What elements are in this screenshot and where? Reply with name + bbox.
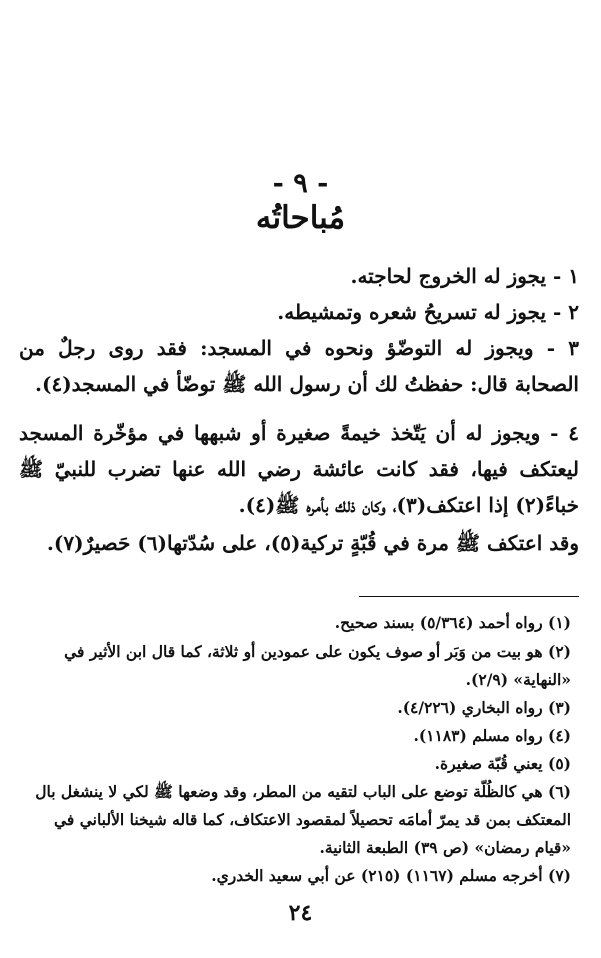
footnote-1: (١) رواه أحمد (٥/٣٦٤) بسند صحيح. <box>334 613 571 632</box>
chapter-title: مُباحاتُه <box>255 200 346 236</box>
footnote-6: (٦) هي كالظُلّة توضع على الباب لتقيه من المطر، وقد وضعها ﷺ لكي لا ينشغل بال المعتكف بمن قد يمرّ أمامَه تحصيلاً لمقصود الاعتكاف، كما قاله شيخنا الألباني في «قيام رمضان» (ص ٣٩) الطبعة الثانية. <box>35 782 571 857</box>
paragraph-5: وقد اعتكف ﷺ مرة في قُبّةٍ تركية(٥)، على سُدّتها(٦) حَصيرٌ(٧). <box>46 531 579 555</box>
footnote-4: (٤) رواه مسلم (١١٨٣). <box>413 726 571 745</box>
paragraph-2: ٢ - يجوز له تسريحُ شعره وتمشيطه. <box>277 300 579 324</box>
footnote-7: (٧) أخرجه مسلم (١١٦٧) (٢١٥) عن أبي سعيد الخدري. <box>211 866 571 885</box>
paragraph-1: ١ - يجوز له الخروج لحاجته. <box>350 264 579 288</box>
footnote-5: (٥) يعني قُبّة صغيرة. <box>434 754 571 773</box>
paragraph-4: ٤ - ويجوز له أن يَتّخذ خيمةً صغيرة أو شبهها في مؤخّرة المسجد ليعتكف فيها، فقد كانت عائشة رضي الله عنها تضرب للنبيّ ﷺ خباءً(٢) إذا اعتكف(٣)، وكان ذلك بأمره ﷺ(٤). <box>19 421 579 517</box>
footnote-divider <box>359 596 579 597</box>
paragraph-3: ٣ - ويجوز له التوضّؤ ونحوه في المسجد: فقد روى رجلٌ من الصحابة قال: حفظتُ لك أن رسول الله ﷺ توضّأ في المسجد(٤). <box>19 336 579 396</box>
page-number: ٢٤ <box>288 900 313 926</box>
footnote-3: (٣) رواه البخاري (٤/٢٢٦). <box>397 698 571 717</box>
chapter-number: - ٩ - <box>272 168 329 199</box>
footnote-2: (٢) هو بيت من وَبَر أو صوف يكون على عمودين أو ثلاثة، كما قال ابن الأثير في «النهاية» (٢/٩). <box>64 642 571 689</box>
